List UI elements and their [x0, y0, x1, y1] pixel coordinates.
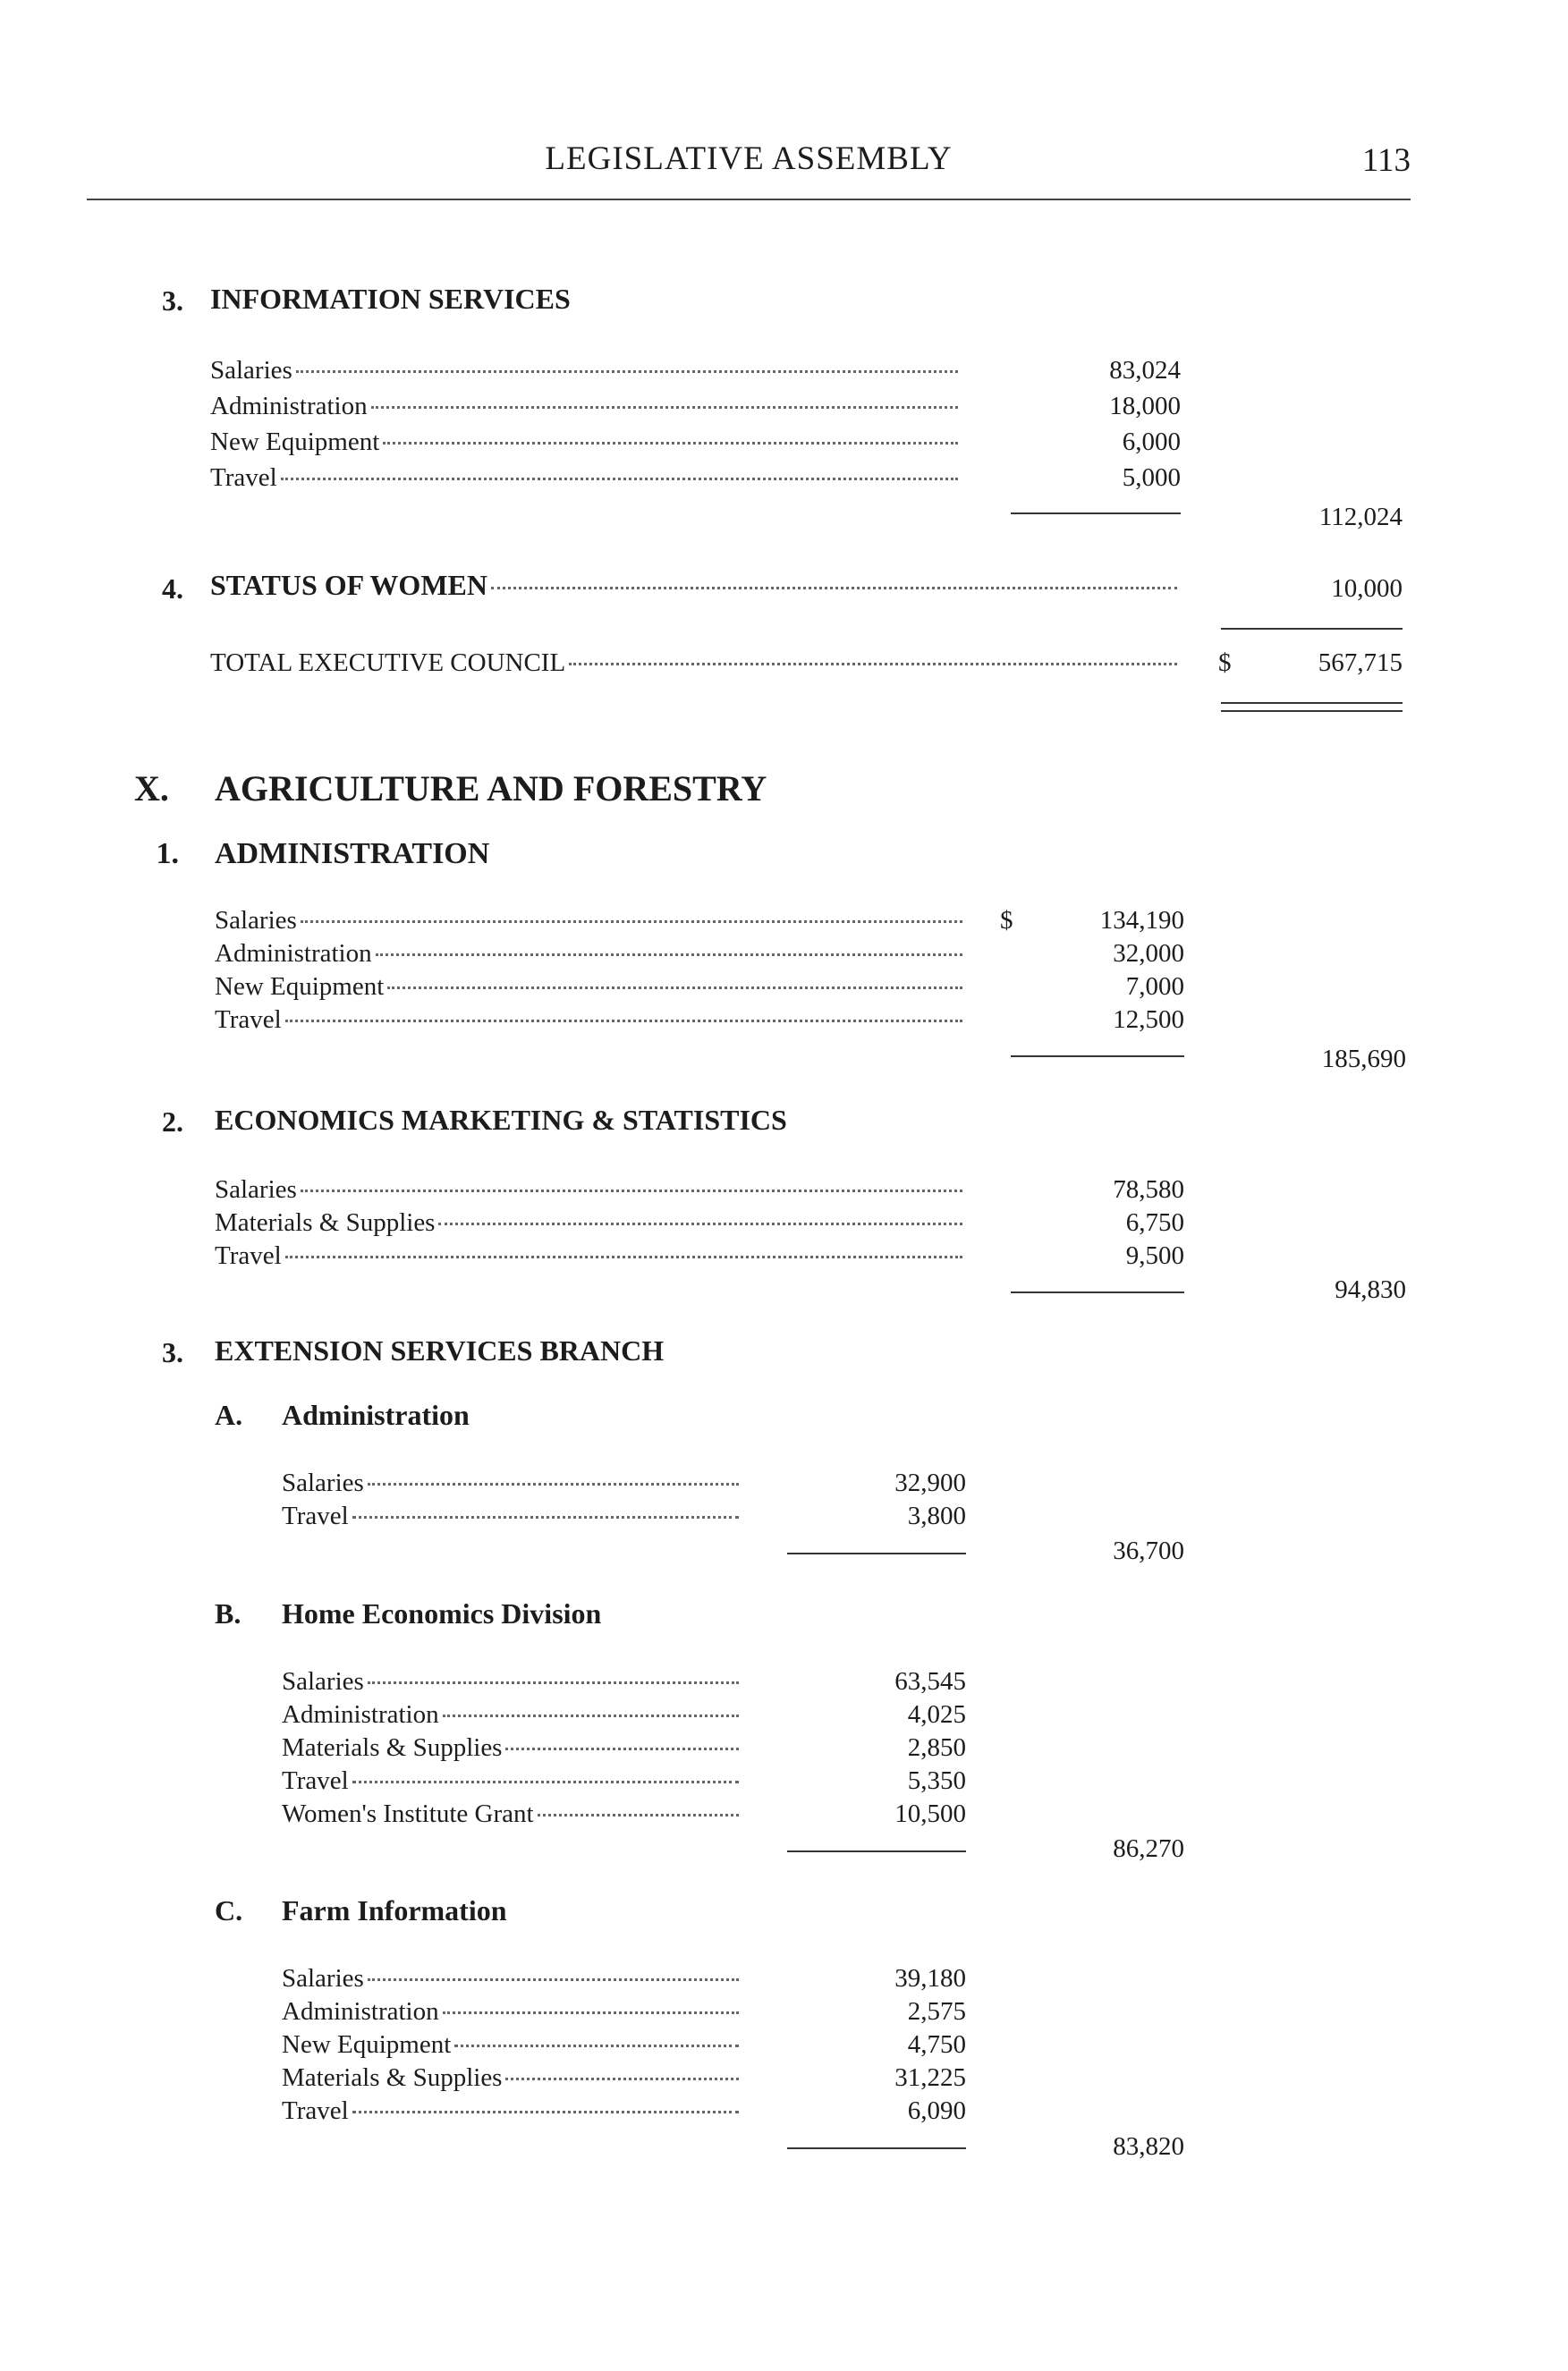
line-item-amount: 4,750: [907, 2030, 966, 2059]
section-total: 185,690: [1321, 1045, 1406, 1073]
section-heading-information-services: INFORMATION SERVICES: [210, 283, 571, 315]
part-heading-agriculture-forestry: AGRICULTURE AND FORESTRY: [215, 768, 767, 809]
line-item: Travel: [215, 1005, 966, 1035]
line-item-amount: 2,850: [907, 1733, 966, 1762]
double-rule: [1221, 702, 1403, 712]
line-item: New Equipment: [215, 972, 966, 1002]
grand-total: 567,715: [1318, 648, 1403, 677]
section-total: 10,000: [1331, 574, 1403, 603]
section-total: 112,024: [1318, 503, 1403, 531]
line-item: Administration: [282, 1700, 742, 1730]
line-item-amount: 63,545: [894, 1667, 966, 1696]
subsection-letter: A.: [215, 1399, 243, 1431]
subsection-letter: C.: [215, 1894, 243, 1926]
subtotal-rule: [787, 1553, 966, 1554]
subtotal-rule: [787, 1850, 966, 1852]
line-item-amount: 10,500: [894, 1799, 966, 1828]
line-item: Salaries: [210, 356, 962, 385]
subsection-heading-administration: Administration: [282, 1399, 470, 1431]
subsection-total: 83,820: [1113, 2132, 1184, 2161]
line-item: Administration: [215, 939, 966, 969]
part-number: X.: [134, 768, 169, 809]
line-item: Salaries: [282, 1667, 742, 1697]
line-item-amount: 6,750: [1125, 1208, 1184, 1237]
page-number: 113: [1361, 142, 1411, 179]
subtotal-rule: [1011, 1055, 1184, 1057]
line-item: New Equipment: [210, 428, 962, 457]
section-heading-extension-services: EXTENSION SERVICES BRANCH: [215, 1334, 665, 1367]
line-item-amount: 5,000: [1122, 463, 1181, 492]
line-item: Administration: [282, 1997, 742, 2027]
line-item-amount: 134,190: [1099, 906, 1184, 935]
total-executive-council: TOTAL EXECUTIVE COUNCIL: [210, 648, 1181, 678]
line-item: Travel: [210, 463, 962, 493]
line-item-amount: 6,000: [1122, 428, 1181, 456]
line-item-amount: 78,580: [1113, 1175, 1184, 1204]
subtotal-rule: [1011, 1291, 1184, 1293]
subsection-letter: B.: [215, 1597, 242, 1630]
line-item: Salaries: [215, 1175, 966, 1205]
currency-symbol: $: [1000, 906, 1013, 935]
line-item: Materials & Supplies: [282, 2063, 742, 2093]
section-number: 1.: [156, 837, 179, 870]
section-heading-administration: ADMINISTRATION: [215, 837, 490, 870]
total-rule: [1221, 628, 1403, 630]
subsection-heading-home-economics: Home Economics Division: [282, 1597, 602, 1630]
line-item: Travel: [282, 1502, 742, 1531]
section-number: 4.: [162, 572, 183, 605]
section-total: 94,830: [1335, 1275, 1406, 1304]
currency-symbol: $: [1218, 648, 1232, 677]
line-item: Travel: [215, 1241, 966, 1271]
line-item-amount: 39,180: [894, 1964, 966, 1993]
line-item-amount: 6,090: [907, 2096, 966, 2125]
line-item: Administration: [210, 392, 962, 421]
line-item-amount: 4,025: [907, 1700, 966, 1729]
subtotal-rule: [787, 2147, 966, 2149]
line-item-amount: 3,800: [907, 1502, 966, 1530]
line-item: Travel: [282, 1766, 742, 1796]
section-number: 3.: [162, 284, 183, 317]
line-item-amount: 7,000: [1125, 972, 1184, 1001]
line-item: Materials & Supplies: [282, 1733, 742, 1763]
page-header: [87, 134, 1411, 197]
line-item-amount: 31,225: [894, 2063, 966, 2092]
line-item-amount: 9,500: [1125, 1241, 1184, 1270]
page-title: LEGISLATIVE ASSEMBLY: [545, 140, 953, 177]
section-number: 2.: [162, 1105, 183, 1138]
line-item: Women's Institute Grant: [282, 1799, 742, 1829]
line-item: Salaries: [282, 1964, 742, 1994]
subsection-heading-farm-information: Farm Information: [282, 1894, 507, 1926]
line-item: Salaries: [215, 906, 966, 936]
line-item: Salaries: [282, 1469, 742, 1498]
line-item: Travel: [282, 2096, 742, 2126]
section-heading-economics: ECONOMICS MARKETING & STATISTICS: [215, 1104, 787, 1136]
subsection-total: 36,700: [1113, 1537, 1184, 1565]
subsection-total: 86,270: [1113, 1834, 1184, 1863]
line-item-amount: 32,000: [1113, 939, 1184, 968]
header-rule: [87, 199, 1411, 200]
line-item-amount: 2,575: [907, 1997, 966, 2026]
section-number: 3.: [162, 1336, 183, 1368]
line-item: Materials & Supplies: [215, 1208, 966, 1238]
line-item-amount: 32,900: [894, 1469, 966, 1497]
line-item-amount: 83,024: [1109, 356, 1181, 385]
line-item: New Equipment: [282, 2030, 742, 2060]
line-item-amount: 18,000: [1109, 392, 1181, 420]
line-item-amount: 12,500: [1113, 1005, 1184, 1034]
line-item-amount: 5,350: [907, 1766, 966, 1795]
subtotal-rule: [1011, 512, 1181, 514]
section-heading-status-of-women: STATUS OF WOMEN: [210, 569, 1181, 602]
